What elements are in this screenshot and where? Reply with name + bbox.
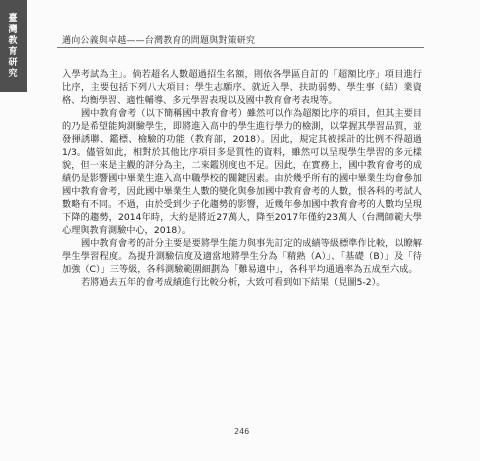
body-text	[62, 68, 422, 289]
paragraph: 國中教育會考的計分主要是要將學生能力與事先訂定的成績等級標準作比較，以瞭解學生學習程度。為提升測驗信度及適當地將學生分為「精熟（A）」、「基礎（B）」及「待加強（C）」三等級，各科測驗範圍細劃為「難易適中」，各科平均通過率為五成至六成。	[62, 238, 422, 275]
page-number: 246	[234, 427, 250, 436]
paragraph: 入學考試為主」。倘若超名人數超過招生名額，則依各學區自訂的「超額比序」項目進行比序，主要包括下列八大項目：學生志願序、就近入學、扶助弱勢、學生事（結）業資格、均衡學習、適性輔導、多元學習表現以及國中教育會考表現等。	[62, 69, 422, 106]
paragraph: 若將過去五年的會考成績進行比較分析，大致可看到如下結果（見圖5-2）。	[81, 277, 386, 288]
header-divider	[57, 47, 424, 48]
chapter-side-tab	[0, 0, 27, 92]
side-tab-label: 臺灣教育研究	[8, 14, 18, 79]
running-header: 邁向公義與卓越——台灣教育的問題與對策研究	[62, 36, 256, 46]
paragraph: 國中教育會考（以下簡稱國中教育會考）雖然可以作為超額比序的項目，但其主要目的乃是希望能夠測驗學生，即將進入高中的學生進行學力的檢測，以掌握其學習品質，並發揮誘聯、鑑標、檢驗的功能（教育部，2018）。因此，規定其被採計的比例不得超過1/3。儘管如此，相對於其他比序項目多是質性的資料，雖然可以呈現學生學習的多元樣貌，但一來是主觀的評分為主，二來鑑別度也不足。因此，在實務上，國中教育會考的成績仍是影響國中畢業生進入高中職學校的關鍵因素。由於幾乎所有的國中畢業生均會參加國中教育會考，因此國中畢業生人數的變化與參加國中教育會考的人數，恨各科的考試人數略有不同。不過，由於受到少子化趨勢的影響，近幾年參加國中教育會考的人數均呈現下降的趨勢，2014年時，大約是將近27萬人，降至2017年僅約23萬人（台灣師範大學心理與教育測驗中心，2018）。	[62, 108, 422, 236]
